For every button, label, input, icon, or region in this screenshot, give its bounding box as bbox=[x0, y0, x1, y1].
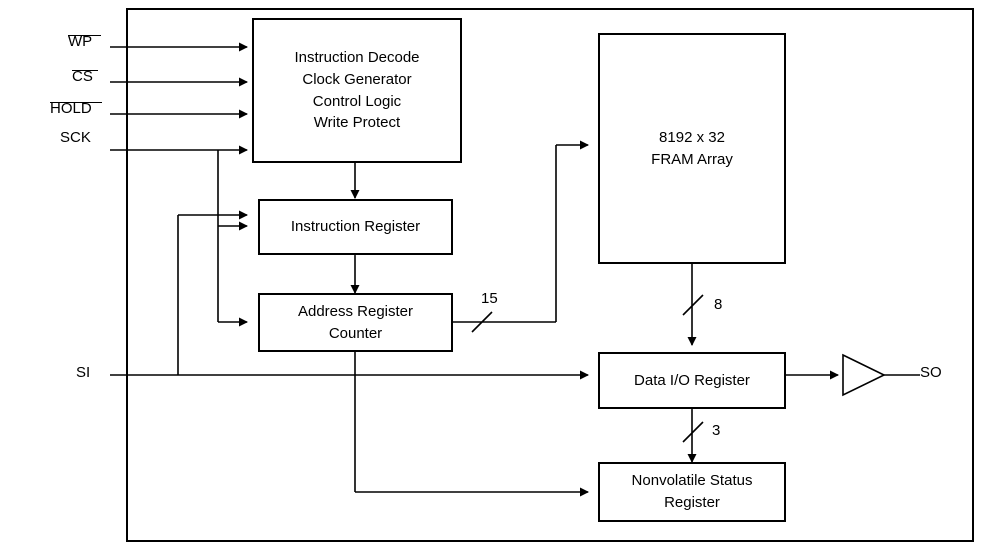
instruction-decode-line-3: Control Logic bbox=[312, 92, 402, 110]
pin-si-label: SI bbox=[76, 364, 91, 381]
nonvolatile-status-register-block bbox=[598, 462, 786, 522]
data-io-register-block bbox=[598, 352, 786, 409]
pin-hold-label: HOLD bbox=[50, 100, 92, 117]
pin-hold-overline bbox=[50, 102, 102, 103]
pin-wp-label: WP bbox=[68, 33, 93, 50]
address-register-line-1: Address Register bbox=[297, 302, 414, 320]
pin-sck bbox=[60, 129, 91, 146]
bus-width-address: 15 bbox=[481, 290, 498, 307]
pin-hold bbox=[50, 100, 92, 117]
bus-width-status: 3 bbox=[712, 422, 721, 439]
instruction-decode-line-2: Clock Generator bbox=[302, 70, 412, 88]
pin-wp bbox=[68, 33, 92, 50]
data-io-register-label: Data I/O Register bbox=[634, 371, 750, 389]
nonvolatile-status-line-1: Nonvolatile Status bbox=[631, 472, 753, 490]
pin-cs bbox=[72, 68, 93, 85]
instruction-decode-line-1: Instruction Decode bbox=[294, 49, 420, 66]
instruction-decode-line-4: Write Protect bbox=[313, 114, 401, 132]
pin-so-label: SO bbox=[920, 364, 942, 381]
instruction-decode-block bbox=[252, 18, 462, 163]
bus-width-array: 8 bbox=[714, 296, 723, 313]
instruction-register-block bbox=[258, 199, 453, 255]
fram-array-block bbox=[598, 33, 786, 264]
output-buffer-icon bbox=[843, 355, 884, 395]
pin-si bbox=[76, 364, 90, 381]
instruction-register-label: Instruction Register bbox=[290, 218, 421, 236]
pin-sck-label: SCK bbox=[60, 129, 91, 146]
pin-wp-overline bbox=[68, 35, 101, 36]
fram-array-line-1: 8192 x 32 bbox=[659, 128, 725, 146]
address-register-counter-block bbox=[258, 293, 453, 352]
address-register-line-2: Counter bbox=[328, 324, 383, 342]
pin-cs-label: CS bbox=[72, 68, 93, 85]
fram-array-line-2: FRAM Array bbox=[651, 150, 733, 168]
pin-cs-overline bbox=[72, 70, 98, 71]
pin-so bbox=[920, 364, 942, 381]
nonvolatile-status-line-2: Register bbox=[664, 494, 720, 511]
